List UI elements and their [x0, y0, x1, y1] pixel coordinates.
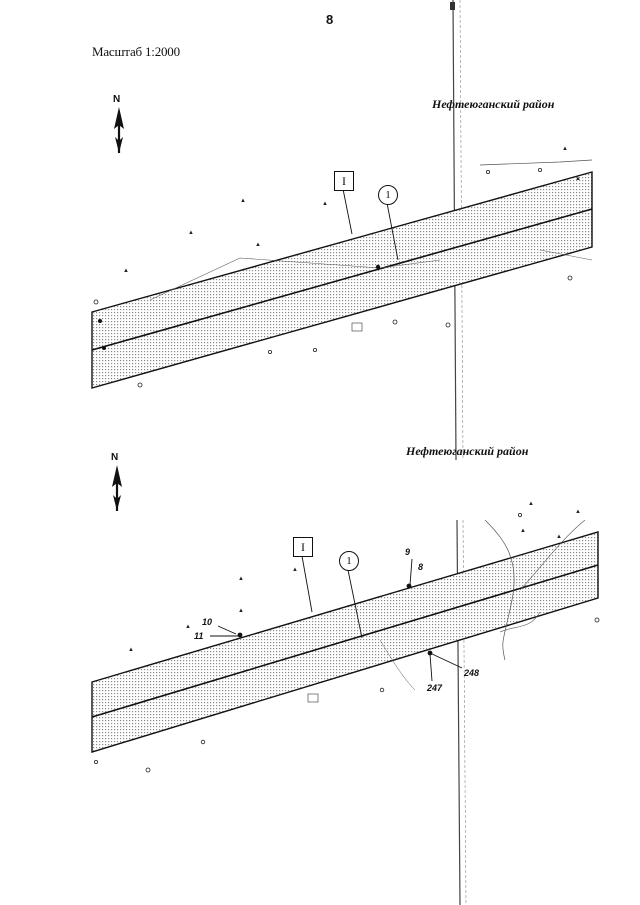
boundary-point-label: 10	[202, 617, 213, 627]
north-label: N	[113, 94, 121, 105]
boundary-point-label: 247	[427, 683, 443, 693]
north-arrow-icon	[110, 465, 124, 511]
svg-text:▲: ▲	[322, 201, 328, 207]
district-label-top: Нефтеюганский район	[432, 97, 555, 111]
boundary-point-label: 11	[194, 631, 204, 641]
svg-text:▲: ▲	[240, 198, 246, 204]
svg-text:▲: ▲	[575, 176, 581, 182]
svg-text:▲: ▲	[188, 230, 194, 236]
line-label-bottom: 1	[339, 551, 359, 571]
line-label-top: 1	[378, 185, 398, 205]
corridor-label-bottom: I	[293, 537, 313, 557]
svg-text:▲: ▲	[238, 608, 244, 614]
svg-text:▲: ▲	[185, 624, 191, 630]
svg-text:▲: ▲	[292, 567, 298, 573]
north-label: N	[111, 452, 119, 463]
map-scale: Масштаб 1:2000	[92, 44, 180, 59]
north-arrow-bottom	[110, 452, 124, 512]
svg-text:▲: ▲	[255, 242, 261, 248]
svg-text:▲: ▲	[575, 509, 581, 515]
north-arrow-icon	[112, 107, 126, 153]
page-number: 8	[326, 12, 334, 27]
district-label-bottom: Нефтеюганский район	[406, 444, 529, 458]
pipeline-axis-top	[92, 209, 592, 350]
svg-text:▲: ▲	[528, 501, 534, 507]
svg-text:▲: ▲	[238, 576, 244, 582]
bottom-map	[92, 501, 599, 772]
svg-text:▲: ▲	[520, 528, 526, 534]
svg-text:▲: ▲	[562, 146, 568, 152]
boundary-point-label: 248	[464, 668, 480, 678]
corridor-label-top: I	[334, 171, 354, 191]
boundary-point-label: 9	[405, 547, 411, 557]
svg-text:▲: ▲	[128, 647, 134, 653]
svg-text:▲: ▲	[123, 268, 129, 274]
svg-text:▲: ▲	[556, 534, 562, 540]
boundary-point-label: 8	[418, 562, 424, 572]
north-arrow-top	[112, 94, 126, 154]
